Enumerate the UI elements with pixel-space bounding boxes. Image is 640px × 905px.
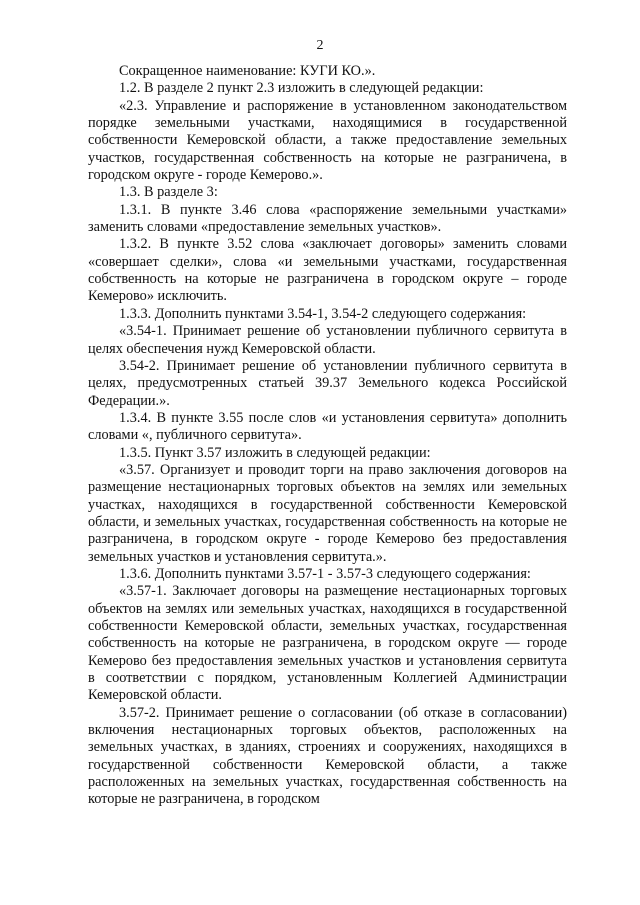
paragraph-3-57-1: «3.57-1. Заключает договоры на размещение нестационарных торговых объектов на землях или земельных участках, находящихся в государственной собственности Кемеровской области, земельных участках, государственная собственность на которые не разграничена, в городском округе — городе Кемерово без предоставления земельных участков и установления сервитута в соответствии с порядком, установленным Коллегией Администрации Кемеровской области.	[88, 583, 567, 704]
paragraph-1-3: 1.3. В разделе 3:	[119, 184, 218, 201]
page-number: 2	[316, 38, 324, 53]
paragraph-1-3-6: 1.3.6. Дополнить пунктами 3.57-1 - 3.57-3 следующего содержания:	[119, 565, 531, 582]
paragraph-3-57-2: 3.57-2. Принимает решение о согласовании (об отказе в согласовании) включения нестационарных торговых объектов, расположенных на земельных участках, в зданиях, строениях и сооружениях, находящихся в государственной собственности Кемеровской области, а также расположенных на земельных участках, государственная собственность на которые не разграничена, в городском	[88, 704, 567, 808]
paragraph-1-3-1: 1.3.1. В пункте 3.46 слова «распоряжение земельными участками» заменить словами «предоставление земельных участков».	[88, 201, 567, 236]
paragraph-1-3-3: 1.3.3. Дополнить пунктами 3.54-1, 3.54-2 следующего содержания:	[119, 305, 527, 322]
paragraph-2-3-text: «2.3. Управление и распоряжение в установленном законодательством порядке земельными участками, находящимися в государственной собственности Кемеровской области, а также предоставление земельных участков, государственная собственность на которые не разграничена, в городском округе - городе Кемерово.».	[88, 97, 567, 184]
paragraph-1-3-4: 1.3.4. В пункте 3.55 после слов «и установления сервитута» дополнить словами «, публичного сервитута».	[88, 409, 567, 444]
paragraph-1-2: 1.2. В разделе 2 пункт 2.3 изложить в следующей редакции:	[119, 80, 484, 97]
paragraph-1-3-2: 1.3.2. В пункте 3.52 слова «заключает договоры» заменить словами «совершает сделки», слова «и земельными участками, государственная собственность на которые не разграничена в городском округе – городе Кемерово» исключить.	[88, 236, 567, 305]
paragraph-short-name: Сокращенное наименование: КУГИ КО.».	[119, 63, 376, 79]
paragraph-3-54-2: 3.54-2. Принимает решение об установлении публичного сервитута в целях, предусмотренных статьей 39.37 Земельного кодекса Российской Федерации.».	[88, 357, 567, 409]
paragraph-3-57: «3.57. Организует и проводит торги на право заключения договоров на размещение нестационарных торговых объектов на землях или земельных участках, находящихся в государственной собственности Кемеровской области, и земельных участках, государственная собственность на которые не разграничена, в городском округе - городе Кемерово без предоставления земельных участков и установления сервитута.».	[88, 461, 567, 565]
document-body	[88, 63, 567, 809]
paragraph-3-54-1: «3.54-1. Принимает решение об установлении публичного сервитута в целях обеспечения нужд Кемеровской области.	[88, 323, 567, 357]
paragraph-1-3-5: 1.3.5. Пункт 3.57 изложить в следующей редакции:	[119, 444, 431, 461]
